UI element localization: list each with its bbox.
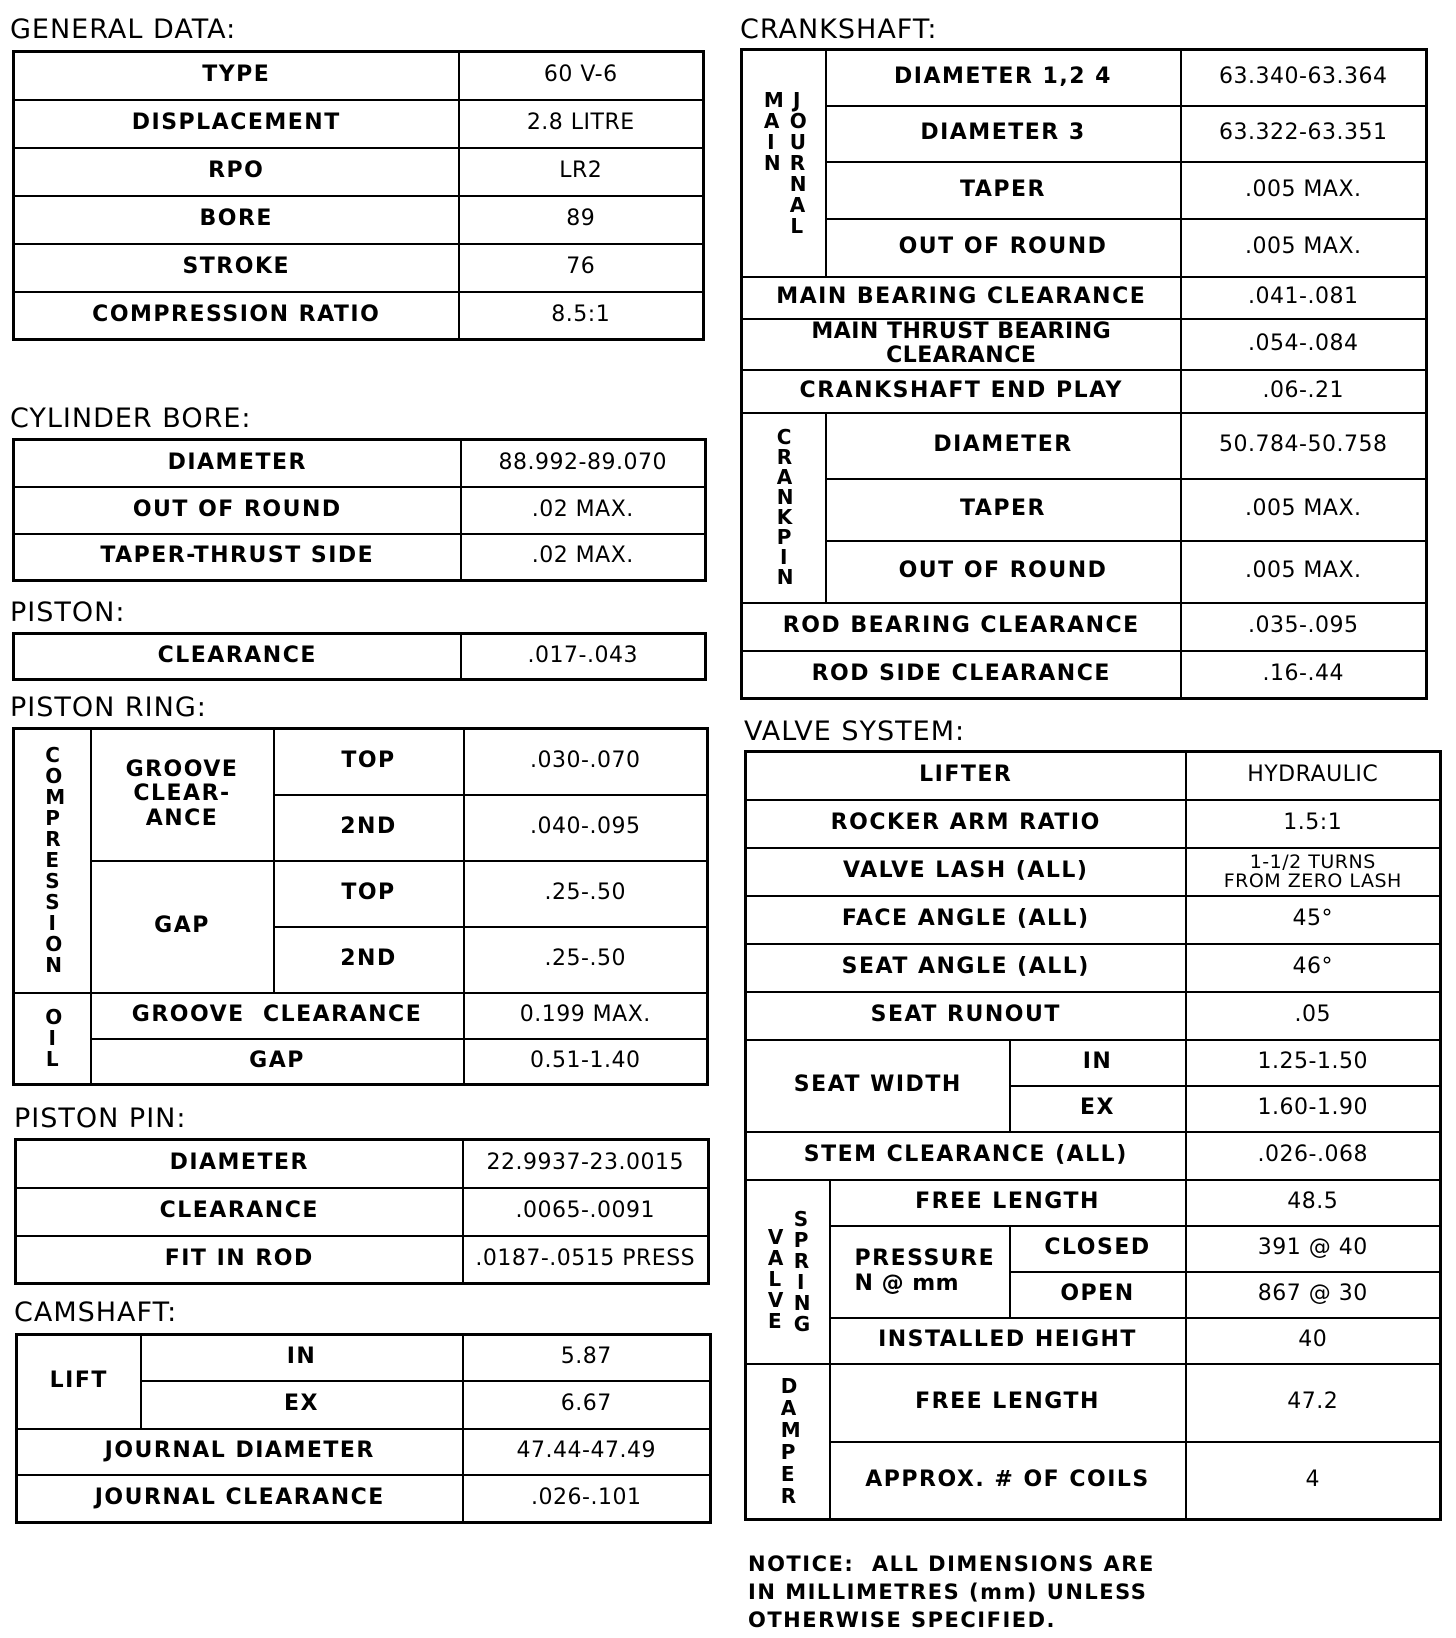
type-value: 60 V-6 [459,52,704,100]
damper-free-length-label: FREE LENGTH [830,1364,1186,1442]
pressure-unit: N @ mm [854,1270,960,1296]
pressure-closed-value: 391 @ 40 [1186,1226,1441,1272]
displacement-label: DISPLACEMENT [14,100,459,148]
table-row [17,1335,711,1381]
table-row [746,800,1441,848]
crankpin-out-of-round-label: OUT OF ROUND [826,541,1181,603]
valve-system-title: VALVE SYSTEM: [744,716,966,747]
crankpin-taper-label: TAPER [826,479,1181,541]
rod-side-clearance-value: .16-.44 [1181,651,1427,699]
crankshaft-end-play-value: .06-.21 [1181,370,1427,413]
valve-system-table [744,750,1442,1521]
table-row [14,100,704,148]
table-row [746,752,1441,800]
table-row [14,1039,708,1085]
rpo-label: RPO [14,148,459,196]
seat-angle-value: 46° [1186,944,1441,992]
seat-width-in-value: 1.25-1.50 [1186,1040,1441,1086]
seat-runout-value: .05 [1186,992,1441,1040]
pin-clearance-value: .0065-.0091 [463,1188,709,1236]
groove-top-label: TOP [274,729,464,795]
notice [748,1550,1155,1634]
notice-line3: OTHERWISE SPECIFIED. [748,1608,1057,1632]
journal-clearance-value: .026-.101 [463,1475,711,1523]
oil-gap-label: GAP [91,1039,464,1085]
table-row [742,162,1427,219]
pin-diameter-label: DIAMETER [16,1140,463,1188]
crankpin-taper-value: .005 MAX. [1181,479,1427,541]
main-taper-label: TAPER [826,162,1181,219]
compression-ratio-value: 8.5:1 [459,292,704,340]
table-row [742,370,1427,413]
table-row [14,729,708,795]
gap-top-label: TOP [274,861,464,927]
main-diameter-124-label: DIAMETER 1,2 4 [826,50,1181,106]
crankpin-diameter-label: DIAMETER [826,413,1181,479]
main-thrust-bearing-clearance-label: MAIN THRUST BEARING CLEARANCE [742,319,1181,370]
stem-clearance-value: .026-.068 [1186,1132,1441,1180]
oil-label: OIL [45,1004,63,1071]
bore-out-of-round-label: OUT OF ROUND [14,487,461,534]
spring-free-length-value: 48.5 [1186,1180,1441,1226]
seat-width-in-label: IN [1010,1040,1186,1086]
table-row [742,651,1427,699]
table-row [746,1364,1441,1442]
rocker-arm-ratio-value: 1.5:1 [1186,800,1441,848]
stroke-value: 76 [459,244,704,292]
piston-table [12,632,707,681]
type-label: TYPE [14,52,459,100]
crankshaft-end-play-label: CRANKSHAFT END PLAY [742,370,1181,413]
table-row [14,52,704,100]
camshaft-title: CAMSHAFT: [14,1297,178,1328]
groove-top-value: .030-.070 [464,729,708,795]
table-row [746,1040,1441,1086]
table-row [746,896,1441,944]
table-row [742,106,1427,162]
table-row [14,440,706,487]
pin-diameter-value: 22.9937-23.0015 [463,1140,709,1188]
table-row [746,1442,1441,1520]
general-data-title: GENERAL DATA: [10,14,237,45]
main-journal-vertical-label [742,50,826,277]
bore-diameter-label: DIAMETER [14,440,461,487]
journal-label: JOURNAL [789,87,807,238]
table-row [742,319,1427,370]
table-row [746,944,1441,992]
table-row [16,1140,709,1188]
table-row [16,1188,709,1236]
piston-ring-title: PISTON RING: [10,692,207,723]
piston-clearance-value: .017-.043 [461,634,706,680]
table-row [746,1180,1441,1226]
journal-diameter-label: JOURNAL DIAMETER [17,1429,463,1475]
table-row [746,1318,1441,1364]
table-row [742,413,1427,479]
table-row [746,992,1441,1040]
clear-label: CLEAR- [133,781,231,807]
fit-in-rod-label: FIT IN ROD [16,1236,463,1284]
table-row [17,1475,711,1523]
pressure-open-value: 867 @ 30 [1186,1272,1441,1318]
damper-vertical-label [746,1364,830,1520]
cylinder-bore-title: CYLINDER BORE: [10,403,252,434]
journal-clearance-label: JOURNAL CLEARANCE [17,1475,463,1523]
crankshaft-title: CRANKSHAFT: [740,14,938,45]
main-label: MAIN [763,87,784,175]
oil-groove-label: GROOVE CLEARANCE [91,993,464,1039]
gap-2nd-value: .25-.50 [464,927,708,993]
table-row [14,487,706,534]
table-row [17,1429,711,1475]
oil-groove-value: 0.199 MAX. [464,993,708,1039]
rocker-arm-ratio-label: ROCKER ARM RATIO [746,800,1186,848]
camshaft-table [15,1333,712,1524]
valve-lash-value [1186,848,1441,896]
table-row [746,1132,1441,1180]
seat-runout-label: SEAT RUNOUT [746,992,1186,1040]
table-row [742,603,1427,651]
table-row [14,244,704,292]
table-row [746,1226,1441,1272]
main-out-of-round-label: OUT OF ROUND [826,219,1181,277]
main-thrust-bearing-clearance-value: .054-.084 [1181,319,1427,370]
main-out-of-round-value: .005 MAX. [1181,219,1427,277]
crankpin-label: CRANKPIN [776,425,794,590]
table-row [742,277,1427,319]
bore-out-of-round-value: .02 MAX. [461,487,706,534]
lift-in-label: IN [141,1335,463,1381]
seat-angle-label: SEAT ANGLE (ALL) [746,944,1186,992]
spring-free-length-label: FREE LENGTH [830,1180,1186,1226]
installed-height-label: INSTALLED HEIGHT [830,1318,1186,1364]
notice-line2: IN MILLIMETRES (mm) UNLESS [748,1580,1148,1604]
taper-thrust-value: .02 MAX. [461,534,706,581]
damper-label: DAMPER [780,1374,801,1509]
compression-ratio-label: COMPRESSION RATIO [14,292,459,340]
face-angle-label: FACE ANGLE (ALL) [746,896,1186,944]
crankpin-out-of-round-value: .005 MAX. [1181,541,1427,603]
table-row [742,219,1427,277]
fit-in-rod-value: .0187-.0515 PRESS [463,1236,709,1284]
oil-gap-value: 0.51-1.40 [464,1039,708,1085]
piston-ring-table [12,727,709,1086]
journal-diameter-value: 47.44-47.49 [463,1429,711,1475]
notice-line1: NOTICE: ALL DIMENSIONS ARE [748,1552,1155,1576]
table-row [14,148,704,196]
lift-ex-label: EX [141,1381,463,1429]
table-row [14,861,708,927]
gap-2nd-label: 2ND [274,927,464,993]
coils-value: 4 [1186,1442,1441,1520]
rpo-value: LR2 [459,148,704,196]
table-row [14,534,706,581]
piston-pin-table [14,1138,710,1285]
main-bearing-clearance-value: .041-.081 [1181,277,1427,319]
table-row [746,848,1441,896]
lifter-label: LIFTER [746,752,1186,800]
table-row [14,993,708,1039]
rod-side-clearance-label: ROD SIDE CLEARANCE [742,651,1181,699]
table-row [16,1236,709,1284]
stem-clearance-label: STEM CLEARANCE (ALL) [746,1132,1186,1180]
table-row [742,50,1427,106]
valve-label: VALVE [767,1224,784,1333]
pressure-label: PRESSURE [854,1245,996,1271]
compression-label: COMPRESSION [45,743,66,978]
gap-label: GAP [91,861,274,993]
groove-label: GROOVE [125,756,239,782]
crankpin-diameter-value: 50.784-50.758 [1181,413,1427,479]
seat-width-ex-label: EX [1010,1086,1186,1132]
closed-label: CLOSED [1010,1226,1186,1272]
valve-spring-vertical-label [746,1180,830,1364]
cylinder-bore-table [12,438,707,582]
stroke-label: STROKE [14,244,459,292]
rod-bearing-clearance-label: ROD BEARING CLEARANCE [742,603,1181,651]
lift-ex-value: 6.67 [463,1381,711,1429]
bore-diameter-value: 88.992-89.070 [461,440,706,487]
table-row [14,196,704,244]
table-row [14,292,704,340]
coils-label: APPROX. # OF COILS [830,1442,1186,1520]
ance-label: ANCE [145,806,219,832]
main-taper-value: .005 MAX. [1181,162,1427,219]
rod-bearing-clearance-value: .035-.095 [1181,603,1427,651]
piston-pin-title: PISTON PIN: [14,1103,187,1134]
groove-2nd-value: .040-.095 [464,795,708,861]
taper-thrust-label: TAPER-THRUST SIDE [14,534,461,581]
valve-lash-label: VALVE LASH (ALL) [746,848,1186,896]
crankpin-vertical-label [742,413,826,603]
open-label: OPEN [1010,1272,1186,1318]
spring-label: SPRING [793,1206,811,1336]
groove-clearance-cell [91,729,274,861]
table-row [742,541,1427,603]
bore-label: BORE [14,196,459,244]
table-row [14,634,706,680]
bore-value: 89 [459,196,704,244]
valve-lash-line2: FROM ZERO LASH [1223,869,1402,892]
main-diameter-3-value: 63.322-63.351 [1181,106,1427,162]
piston-clearance-label: CLEARANCE [14,634,461,680]
lifter-value: HYDRAULIC [1186,752,1441,800]
displacement-value: 2.8 LITRE [459,100,704,148]
pressure-cell [830,1226,1010,1318]
oil-vertical-label [14,993,91,1085]
lift-in-value: 5.87 [463,1335,711,1381]
piston-title: PISTON: [10,597,126,628]
seat-width-ex-value: 1.60-1.90 [1186,1086,1441,1132]
gap-top-value: .25-.50 [464,861,708,927]
seat-width-label: SEAT WIDTH [746,1040,1010,1132]
valve-lash-line1: 1-1/2 TURNS [1249,851,1376,874]
general-data-table [12,50,705,341]
groove-2nd-label: 2ND [274,795,464,861]
table-row [742,479,1427,541]
main-diameter-3-label: DIAMETER 3 [826,106,1181,162]
pin-clearance-label: CLEARANCE [16,1188,463,1236]
face-angle-value: 45° [1186,896,1441,944]
lift-label: LIFT [17,1335,141,1429]
damper-free-length-value: 47.2 [1186,1364,1441,1442]
compression-vertical-label [14,729,91,993]
main-bearing-clearance-label: MAIN BEARING CLEARANCE [742,277,1181,319]
installed-height-value: 40 [1186,1318,1441,1364]
crankshaft-table [740,48,1428,700]
main-diameter-124-value: 63.340-63.364 [1181,50,1427,106]
